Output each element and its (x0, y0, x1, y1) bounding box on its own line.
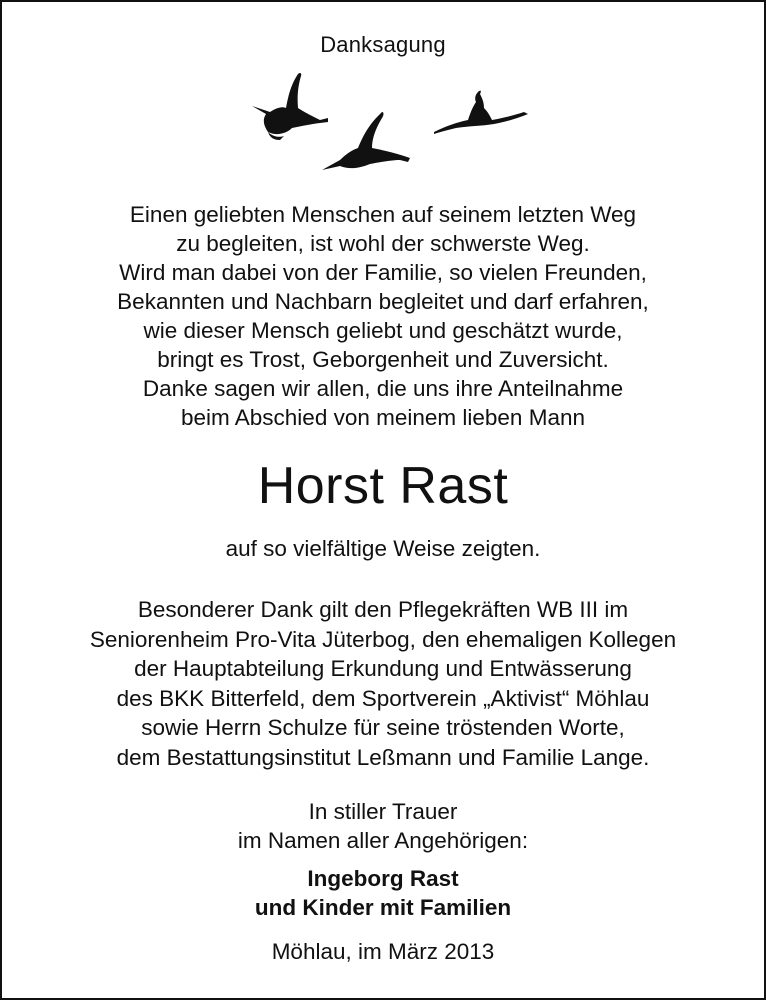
mourning-line: In stiller Trauer (308, 799, 458, 824)
intro-line: Bekannten und Nachbarn begleitet und darf erfahren, (117, 289, 649, 314)
mourning-line: im Namen aller Angehörigen: (237, 828, 529, 853)
crane-right-icon (434, 91, 528, 134)
thanks-line: Besonderer Dank gilt den Pflegekräften WB III im (137, 597, 629, 622)
intro-line: Wird man dabei von der Familie, so vielen Freunden, (119, 260, 647, 285)
heading: Danksagung (320, 32, 446, 57)
intro-line: wie dieser Mensch geliebt und geschätzt wurde, (143, 318, 623, 343)
crane-middle-icon (322, 112, 410, 170)
intro-line: beim Abschied von meinem lieben Mann (181, 405, 585, 430)
intro-line: Einen geliebten Menschen auf seinem letzten Weg (129, 202, 637, 227)
signer-line: Ingeborg Rast (307, 866, 459, 891)
thanks-line: sowie Herrn Schulze für seine tröstenden Worte, (141, 715, 625, 740)
thanks-line: dem Bestattungsinstitut Leßmann und Familie Lange. (116, 744, 650, 770)
intro-line: zu begleiten, ist wohl der schwerste Weg. (176, 231, 590, 256)
thanks-line: der Hauptabteilung Erkundung und Entwässerung (134, 656, 632, 681)
flying-cranes-icon (242, 68, 532, 184)
thanks-line: des BKK Bitterfeld, dem Sportverein „Aktivist“ Möhlau (116, 685, 650, 711)
signers-block (2, 864, 764, 922)
crane-left-icon (252, 73, 328, 140)
intro-paragraph (2, 200, 764, 432)
intro-line: bringt es Trost, Geborgenheit und Zuversicht. (157, 347, 609, 372)
thanks-line: Seniorenheim Pro-Vita Jüterbog, den ehemaligen Kollegen (89, 626, 677, 652)
place-date: Möhlau, im März 2013 (271, 939, 495, 964)
thanks-paragraph (2, 595, 764, 772)
after-name-line: auf so vielfältige Weise zeigten. (225, 536, 541, 561)
intro-line: Danke sagen wir allen, die uns ihre Anteilnahme (142, 376, 624, 401)
signer-line: und Kinder mit Familien (254, 895, 512, 920)
mourning-block (2, 797, 764, 855)
deceased-name: Horst Rast (257, 457, 509, 515)
